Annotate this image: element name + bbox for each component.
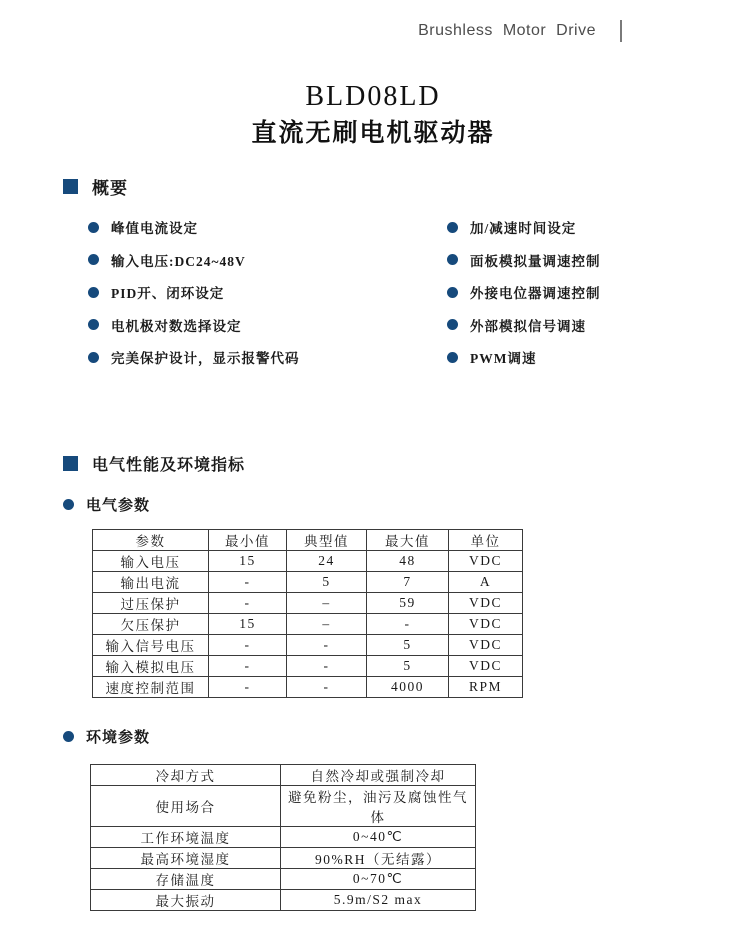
list-item (447, 341, 601, 374)
doc-header (418, 20, 622, 42)
table-cell: - (209, 656, 287, 677)
table-cell: 存储温度 (91, 869, 281, 890)
table-cell: 输入模拟电压 (93, 656, 209, 677)
column-header: 典型值 (287, 530, 367, 551)
table-cell: 4000 (367, 677, 449, 698)
table-cell: 5 (367, 656, 449, 677)
list-item (447, 244, 601, 277)
table-cell: 过压保护 (93, 593, 209, 614)
table-cell: 48 (367, 551, 449, 572)
column-header: 单位 (449, 530, 523, 551)
table-cell: RPM (449, 677, 523, 698)
table-cell: VDC (449, 656, 523, 677)
feature-list-left (88, 211, 300, 374)
subsection-environment-label: 环境参数 (86, 729, 151, 746)
subsection-environment-heading (63, 726, 150, 747)
table-cell: 59 (367, 593, 449, 614)
table-cell: - (287, 677, 367, 698)
table-row (91, 869, 476, 890)
feature-label: 峰值电流设定 (111, 221, 198, 237)
list-item (447, 276, 601, 309)
table-cell: - (287, 656, 367, 677)
table-row (93, 614, 523, 635)
feature-label: 外部模拟信号调速 (470, 318, 586, 334)
table-row (93, 593, 523, 614)
electrical-params-table (92, 529, 523, 698)
feature-label: 外接电位器调速控制 (470, 286, 601, 302)
table-cell: VDC (449, 551, 523, 572)
table-cell: 冷却方式 (91, 765, 281, 786)
table-cell: 工作环境温度 (91, 827, 281, 848)
square-bullet-icon (63, 179, 78, 194)
table-cell: - (367, 614, 449, 635)
product-title: 直流无刷电机驱动器 (251, 119, 495, 147)
table-row (93, 635, 523, 656)
feature-label: 面板模拟量调速控制 (470, 253, 601, 269)
list-item (447, 309, 601, 342)
header-divider-bar (620, 20, 622, 42)
feature-label: PID开、闭环设定 (111, 286, 225, 302)
table-cell: - (209, 677, 287, 698)
table-cell: - (287, 635, 367, 656)
column-header: 参数 (93, 530, 209, 551)
table-cell: 5 (367, 635, 449, 656)
table-cell: 输入信号电压 (93, 635, 209, 656)
column-header: 最小值 (209, 530, 287, 551)
table-row (93, 572, 523, 593)
table-cell: VDC (449, 593, 523, 614)
table-cell: - (209, 635, 287, 656)
table-row (91, 848, 476, 869)
feature-label: 电机极对数选择设定 (111, 318, 242, 334)
feature-list-right (447, 211, 601, 374)
table-cell: 0~40℃ (281, 827, 476, 848)
feature-label: 完美保护设计，显示报警代码 (111, 351, 300, 367)
table-cell: 5 (287, 572, 367, 593)
table-cell: - (209, 593, 287, 614)
table-cell: 15 (209, 551, 287, 572)
circle-bullet-icon (447, 319, 458, 330)
list-item (88, 341, 300, 374)
table-cell: 90%RH（无结露） (281, 848, 476, 869)
table-row (91, 765, 476, 786)
section-specs-label: 电气性能及环境指标 (92, 457, 246, 474)
circle-bullet-icon (88, 352, 99, 363)
model-title: BLD08LD (305, 81, 441, 112)
table-cell: VDC (449, 635, 523, 656)
column-header: 最大值 (367, 530, 449, 551)
table-row (91, 786, 476, 827)
section-specs-heading (63, 452, 245, 475)
circle-bullet-icon (63, 499, 74, 510)
table-row (91, 827, 476, 848)
list-item (447, 211, 601, 244)
list-item (88, 276, 300, 309)
section-overview-label: 概要 (92, 179, 128, 198)
brand-text: Brushless Motor Drive (418, 22, 596, 39)
table-header-row (93, 530, 523, 551)
feature-label: 输入电压:DC24~48V (111, 253, 246, 269)
table-cell: 欠压保护 (93, 614, 209, 635)
environment-params-table (90, 764, 476, 911)
table-cell: 避免粉尘，油污及腐蚀性气体 (281, 786, 476, 827)
square-bullet-icon (63, 456, 78, 471)
circle-bullet-icon (88, 319, 99, 330)
table-cell: VDC (449, 614, 523, 635)
subsection-electrical-label: 电气参数 (86, 497, 151, 514)
table-cell: – (287, 593, 367, 614)
table-cell: 7 (367, 572, 449, 593)
list-item (88, 309, 300, 342)
list-item (88, 244, 300, 277)
table-cell: A (449, 572, 523, 593)
feature-label: 加/减速时间设定 (470, 221, 577, 237)
table-row (93, 677, 523, 698)
table-cell: - (209, 572, 287, 593)
table-cell: 自然冷却或强制冷却 (281, 765, 476, 786)
subsection-electrical-heading (63, 494, 150, 515)
table-row (93, 551, 523, 572)
table-cell: 使用场合 (91, 786, 281, 827)
circle-bullet-icon (63, 731, 74, 742)
list-item (88, 211, 300, 244)
circle-bullet-icon (447, 254, 458, 265)
circle-bullet-icon (447, 222, 458, 233)
circle-bullet-icon (88, 222, 99, 233)
table-cell: 速度控制范围 (93, 677, 209, 698)
table-cell: 0~70℃ (281, 869, 476, 890)
table-cell: 最高环境湿度 (91, 848, 281, 869)
table-cell: 5.9m/S2 max (281, 890, 476, 911)
table-row (91, 890, 476, 911)
table-cell: 24 (287, 551, 367, 572)
circle-bullet-icon (88, 287, 99, 298)
table-row (93, 656, 523, 677)
circle-bullet-icon (447, 287, 458, 298)
circle-bullet-icon (447, 352, 458, 363)
table-cell: – (287, 614, 367, 635)
feature-label: PWM调速 (470, 351, 537, 367)
table-cell: 输入电压 (93, 551, 209, 572)
table-cell: 输出电流 (93, 572, 209, 593)
circle-bullet-icon (88, 254, 99, 265)
table-cell: 最大振动 (91, 890, 281, 911)
table-cell: 15 (209, 614, 287, 635)
section-overview-heading (63, 174, 128, 199)
